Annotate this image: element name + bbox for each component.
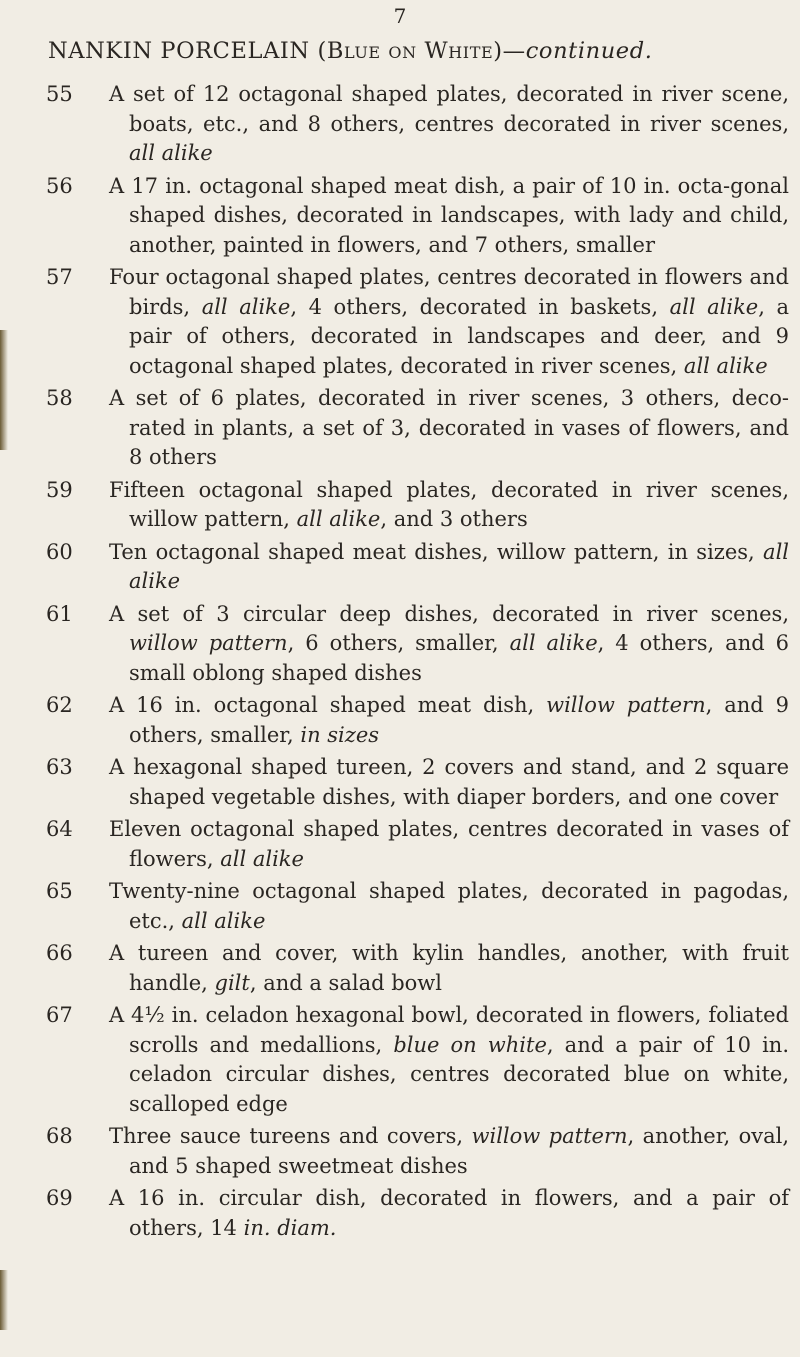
lot-number: 66 <box>46 941 73 965</box>
lot-entry <box>0 476 800 535</box>
lot-number: 67 <box>46 1003 73 1027</box>
lot-description-text: A 17 in. octagonal shaped meat dish, a pair of 10 in. octa-gonal shaped dishes, decorated in landscapes, with lady and child, another, painted in flowers, and 7 others, smaller <box>109 173 789 257</box>
lot-description-italic: gilt <box>214 970 250 995</box>
lot-number: 62 <box>46 693 73 717</box>
lot-description-italic: willow pattern <box>546 693 706 717</box>
lot-description-text: , and a pair of 10 in. celadon circular dishes, centres decorated blue on white, scalloped edge <box>129 1032 789 1116</box>
lot-description-text: Eleven octagonal shaped plates, centres decorated in vases of flowers, <box>109 817 789 871</box>
lot-entry <box>0 877 800 936</box>
lot-description-text: , a pair of others, decorated in landscapes and deer, and 9 octagonal shaped plates, decorated in river scenes, <box>129 294 790 378</box>
lot-entry <box>0 538 800 597</box>
lot-description-text: A 16 in. circular dish, decorated in flowers, and a pair of others, 14 <box>109 1186 789 1240</box>
page-number: 7 <box>393 4 407 28</box>
lot-description <box>109 476 789 535</box>
page-heading <box>48 38 778 64</box>
lot-description-text: A 4½ in. celadon hexagonal bowl, decorated in flowers, foliated scrolls and medallions, <box>109 1003 789 1057</box>
lot-entry <box>0 384 800 473</box>
lot-description-italic: blue on white <box>393 1032 547 1057</box>
lot-description <box>109 691 789 750</box>
lot-description <box>109 753 789 812</box>
binding-shadow <box>0 1270 8 1330</box>
lot-list <box>0 80 800 1246</box>
heading-prefix: NANKIN PORCELAIN ( <box>48 38 327 64</box>
lot-description <box>109 1184 789 1243</box>
lot-description <box>109 1122 789 1181</box>
lot-description <box>109 263 789 381</box>
lot-description <box>109 538 789 597</box>
lot-description-text: A tureen and cover, with kylin handles, another, with fruit handle, <box>109 941 789 995</box>
lot-description-italic: all alike <box>683 353 768 378</box>
lot-entry <box>0 753 800 812</box>
lot-description-text: , 4 others, decorated in baskets, <box>290 294 670 319</box>
lot-entry <box>0 1001 800 1119</box>
lot-number: 55 <box>46 82 73 106</box>
lot-description <box>109 815 789 874</box>
lot-number: 56 <box>46 173 73 198</box>
lot-entry <box>0 1184 800 1243</box>
lot-entry <box>0 1122 800 1181</box>
lot-entry <box>0 172 800 261</box>
lot-number: 61 <box>46 601 73 626</box>
lot-description <box>109 1001 789 1119</box>
lot-description-text: A hexagonal shaped tureen, 2 covers and stand, and 2 square shaped vegetable dishes, with diaper borders, and one cover <box>109 755 789 809</box>
lot-description-text: Fifteen octagonal shaped plates, decorated in river scenes, willow pattern, <box>109 477 789 531</box>
lot-entry <box>0 939 800 998</box>
lot-description-italic: all alike <box>220 846 304 871</box>
lot-entry <box>0 600 800 689</box>
lot-description-text: , 6 others, smaller, <box>287 631 510 655</box>
lot-description-text: A set of 12 octagonal shaped plates, decorated in river scene, boats, etc., and 8 others, centres decorated in river scenes, <box>109 82 789 136</box>
lot-entry <box>0 691 800 750</box>
lot-description-text: , another, oval, and 5 shaped sweetmeat dishes <box>129 1124 790 1178</box>
lot-description-text: , and a salad bowl <box>249 970 442 995</box>
lot-description-text: Three sauce tureens and covers, <box>109 1124 472 1148</box>
lot-number: 60 <box>46 539 73 564</box>
lot-description-text: A set of 3 circular deep dishes, decorated in river scenes, <box>109 601 789 626</box>
lot-description-italic: willow pattern <box>471 1124 628 1148</box>
lot-description-italic: all alike <box>129 539 789 593</box>
lot-description-text: A 16 in. octagonal shaped meat dish, <box>109 693 547 717</box>
heading-suffix: )— <box>493 38 526 64</box>
lot-entry <box>0 263 800 381</box>
heading-continued: continued. <box>525 38 653 64</box>
lot-number: 69 <box>46 1186 73 1210</box>
lot-description <box>109 877 789 936</box>
lot-description-text: A set of 6 plates, decorated in river scenes, 3 others, deco-rated in plants, a set of 3, decorated in vases of flowers, and 8 others <box>109 386 789 469</box>
lot-description <box>109 600 789 689</box>
lot-description <box>109 384 789 473</box>
lot-description-italic: all alike <box>509 631 598 655</box>
lot-description-text: Four octagonal shaped plates, centres decorated in flowers and birds, <box>109 265 789 319</box>
lot-description <box>109 939 789 998</box>
lot-description-text: , and 3 others <box>380 507 528 531</box>
lot-number: 64 <box>46 817 73 841</box>
lot-description-italic: all alike <box>201 294 291 319</box>
lot-description-italic: all alike <box>181 908 266 933</box>
lot-number: 58 <box>46 386 73 410</box>
lot-description-text: , 4 others, and 6 small oblong shaped dishes <box>129 631 790 685</box>
heading-subtitle: Blue on White <box>326 38 494 64</box>
lot-description <box>109 172 789 261</box>
lot-description-italic: willow pattern <box>129 631 288 655</box>
lot-description-italic: all alike <box>669 294 759 319</box>
lot-description-italic: in sizes <box>300 722 380 747</box>
lot-number: 57 <box>46 265 73 289</box>
lot-entry <box>0 815 800 874</box>
lot-description-text: Ten octagonal shaped meat dishes, willow pattern, in sizes, <box>109 539 764 564</box>
lot-number: 63 <box>46 755 73 779</box>
lot-description-text: Twenty-nine octagonal shaped plates, decorated in pagodas, etc., <box>109 879 789 933</box>
lot-number: 59 <box>46 477 73 502</box>
lot-entry <box>0 80 800 169</box>
lot-number: 68 <box>46 1124 73 1148</box>
lot-description-italic: all alike <box>296 507 381 531</box>
lot-number: 65 <box>46 879 73 903</box>
lot-description <box>109 80 789 169</box>
lot-description-italic: all alike <box>129 141 213 165</box>
lot-description-italic: in. diam. <box>243 1215 337 1240</box>
lot-description-text: , and 9 others, smaller, <box>129 693 790 747</box>
